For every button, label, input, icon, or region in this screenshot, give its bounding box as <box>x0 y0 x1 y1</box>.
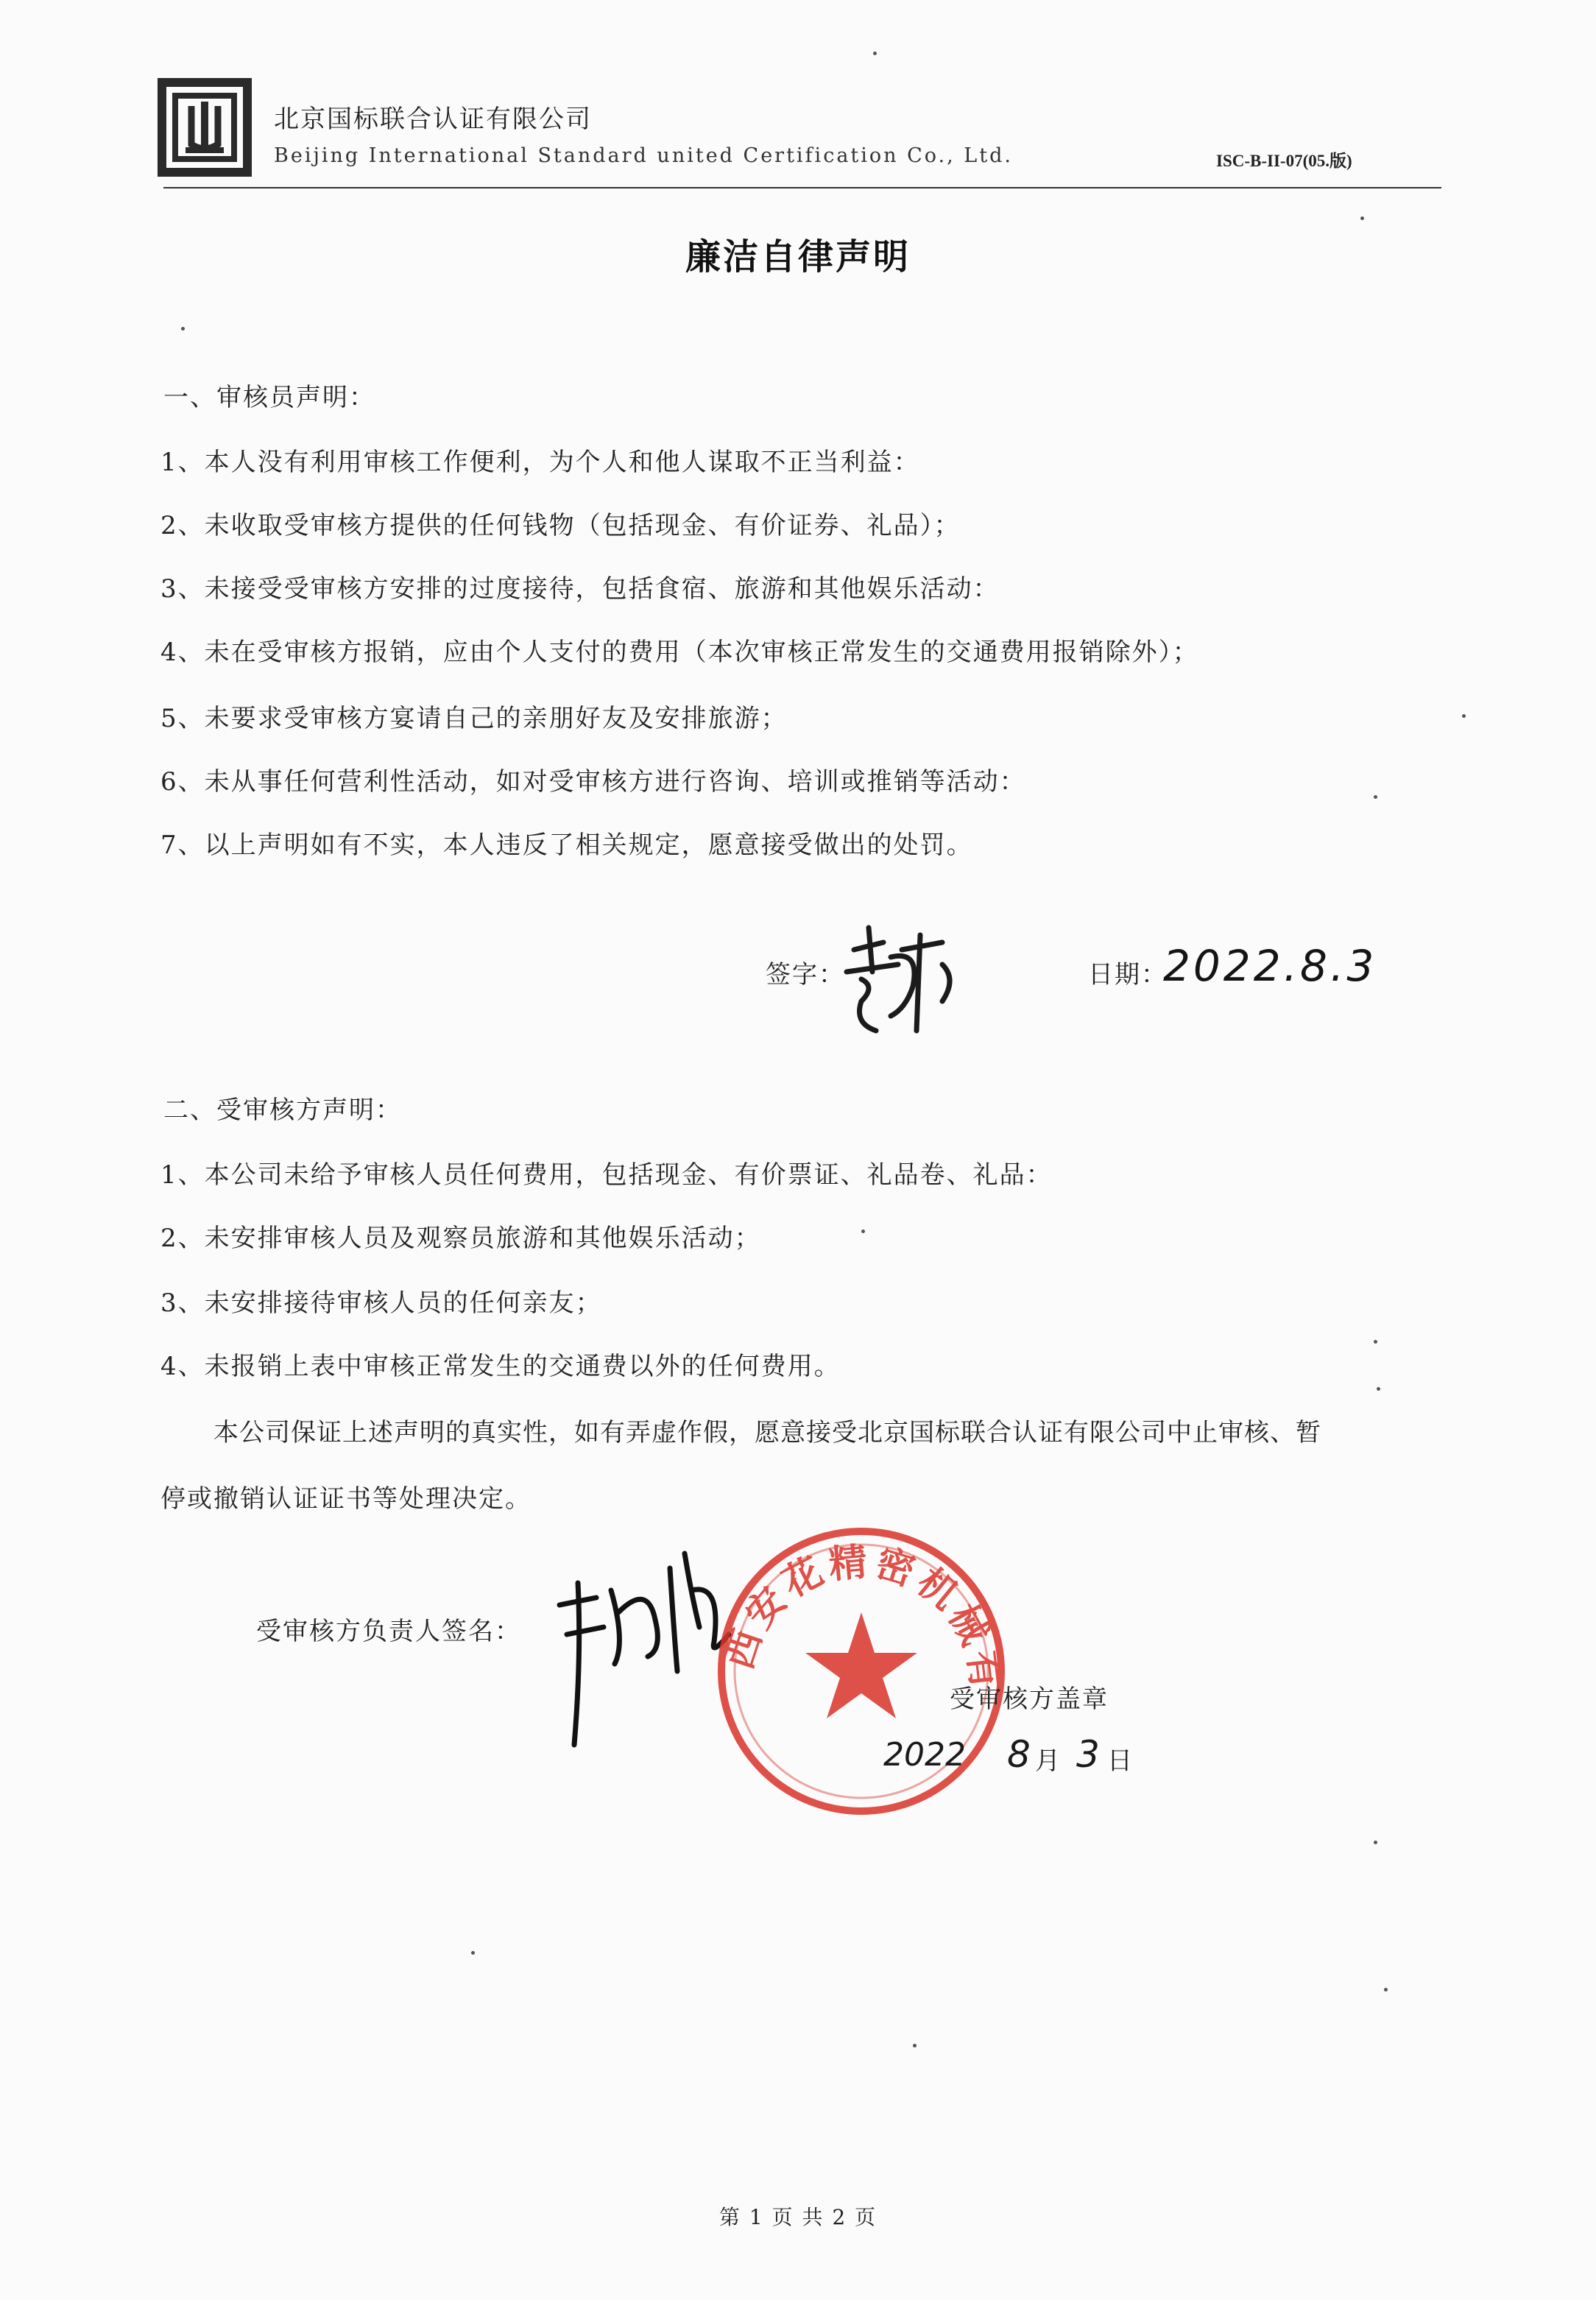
company-logo <box>156 77 253 178</box>
company-name-en: Beijing International Standard united Certification Co., Ltd. <box>274 144 1013 167</box>
handwritten-day: 3 <box>1076 1733 1100 1776</box>
header-divider <box>163 187 1441 188</box>
scan-speck <box>1384 1988 1388 1992</box>
section1-item-1: 1、本人没有利用审核工作便利，为个人和他人谋取不正当利益： <box>160 448 920 477</box>
section2-item-2: 2、未安排审核人员及观察员旅游和其他娱乐活动； <box>160 1224 761 1253</box>
responsible-signature-label: 受审核方负责人签名： <box>256 1617 521 1646</box>
scan-speck <box>861 1230 865 1233</box>
page-number: 第 1 页 共 2 页 <box>718 2205 878 2229</box>
section2-item-4: 4、未报销上表中审核正常发生的交通费以外的任何费用。 <box>160 1352 841 1381</box>
month-char: 月 <box>1035 1746 1060 1776</box>
scan-speck <box>1360 216 1364 220</box>
scan-speck <box>471 1951 475 1955</box>
section1-item-7: 7、以上声明如有不实，本人违反了相关规定，愿意接受做出的处罚。 <box>160 830 973 860</box>
day-char: 日 <box>1107 1746 1132 1776</box>
section2-heading: 二、受审核方声明： <box>163 1096 402 1125</box>
document-code: ISC-B-II-07(05.版) <box>1216 152 1352 170</box>
section1-item-4: 4、未在受审核方报销，应由个人支付的费用（本次审核正常发生的交通费用报销除外）； <box>160 638 1199 667</box>
company-seal <box>685 1482 1016 1826</box>
guarantee-line-1: 本公司保证上述声明的真实性，如有弄虚作假，愿意接受北京国标联合认证有限公司中止审核、暂 <box>213 1418 1321 1447</box>
seal-text: 西安花精密机械有限公司 <box>685 1482 1009 1696</box>
auditor-signature <box>832 920 964 1045</box>
auditor-date-value: 2022.8.3 <box>1163 941 1377 991</box>
guarantee-line-2: 停或撤销认证证书等处理决定。 <box>160 1484 532 1514</box>
section2-item-3: 3、未安排接待审核人员的任何亲友； <box>160 1288 602 1318</box>
company-name-cn: 北京国标联合认证有限公司 <box>274 105 592 134</box>
handwritten-month: 8 <box>1007 1733 1031 1776</box>
scan-speck <box>913 2044 917 2047</box>
scan-speck <box>1374 795 1377 799</box>
section1-item-6: 6、未从事任何营利性活动，如对受审核方进行咨询、培训或推销等活动： <box>160 767 1026 797</box>
scan-speck <box>1377 1387 1380 1391</box>
scan-speck <box>873 52 877 55</box>
section1-item-2: 2、未收取受审核方提供的任何钱物（包括现金、有价证券、礼品）； <box>160 511 961 540</box>
auditor-signature-label: 签字： <box>766 960 845 990</box>
handwritten-year: 2022 <box>883 1736 966 1774</box>
scan-speck <box>1374 1340 1377 1344</box>
stamp-label: 受审核方盖章 <box>950 1685 1109 1714</box>
logo-mark <box>156 77 253 178</box>
scan-speck <box>1462 714 1466 718</box>
document-title: 廉洁自律声明 <box>685 236 911 278</box>
section1-item-3: 3、未接受受审核方安排的过度接待，包括食宿、旅游和其他娱乐活动： <box>160 574 1000 604</box>
scan-speck <box>181 327 185 331</box>
auditor-date-label: 日期： <box>1088 960 1168 990</box>
section1-item-5: 5、未要求受审核方宴请自己的亲朋好友及安排旅游； <box>160 704 788 733</box>
section1-heading: 一、审核员声明： <box>163 383 375 412</box>
section2-item-1: 1、本公司未给予审核人员任何费用，包括现金、有价票证、礼品卷、礼品： <box>160 1160 1053 1190</box>
scan-speck <box>1374 1841 1377 1844</box>
